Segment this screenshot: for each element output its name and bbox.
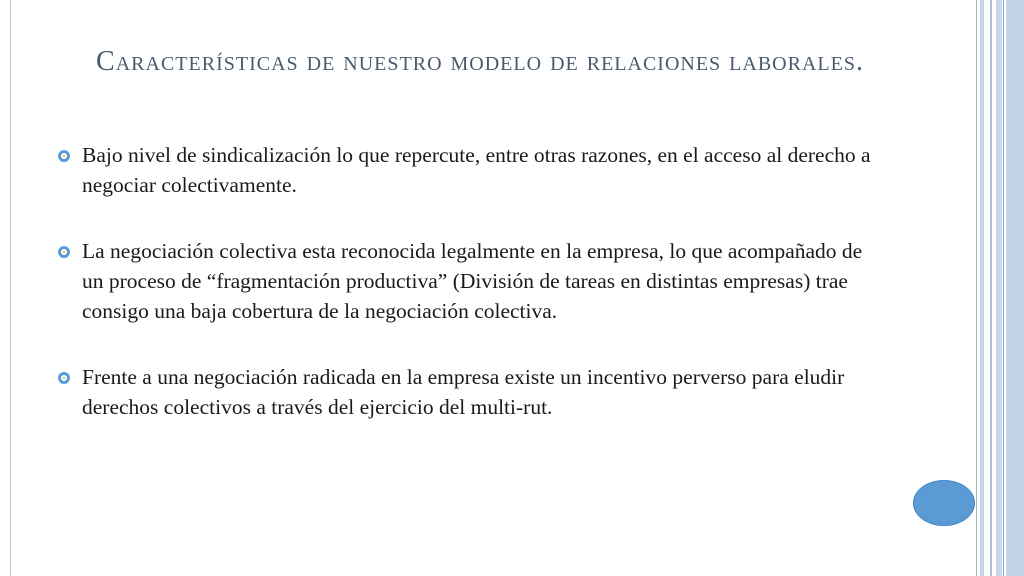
bullet-circle-icon	[58, 372, 70, 384]
decorative-stripe	[990, 0, 992, 576]
bullet-circle-icon	[58, 246, 70, 258]
decorative-stripe	[996, 0, 1002, 576]
bullet-item	[58, 362, 888, 422]
slide-frame-line	[10, 0, 11, 576]
decorative-oval	[913, 480, 975, 526]
bullet-list	[58, 140, 888, 458]
bullet-text: Frente a una negociación radicada en la empresa existe un incentivo perverso para eludir derechos colectivos a través del ejercicio del multi-rut.	[82, 365, 845, 419]
decorative-stripe	[1003, 0, 1004, 576]
decorative-stripe	[1006, 0, 1024, 576]
bullet-item	[58, 140, 888, 200]
slide-title: Características de nuestro modelo de relaciones laborales.	[96, 46, 864, 77]
bullet-text: La negociación colectiva esta reconocida legalmente en la empresa, lo que acompañado de un proceso de “fragmentación productiva” (División de tareas en distintas empresas) trae consigo una baja cobertura de la negociación colectiva.	[82, 239, 863, 323]
bullet-text: Bajo nivel de sindicalización lo que repercute, entre otras razones, en el acceso al derecho a negociar colectivamente.	[82, 143, 871, 197]
bullet-item	[58, 236, 888, 326]
decorative-stripe	[976, 0, 977, 576]
decorative-stripe	[980, 0, 984, 576]
bullet-circle-icon	[58, 150, 70, 162]
